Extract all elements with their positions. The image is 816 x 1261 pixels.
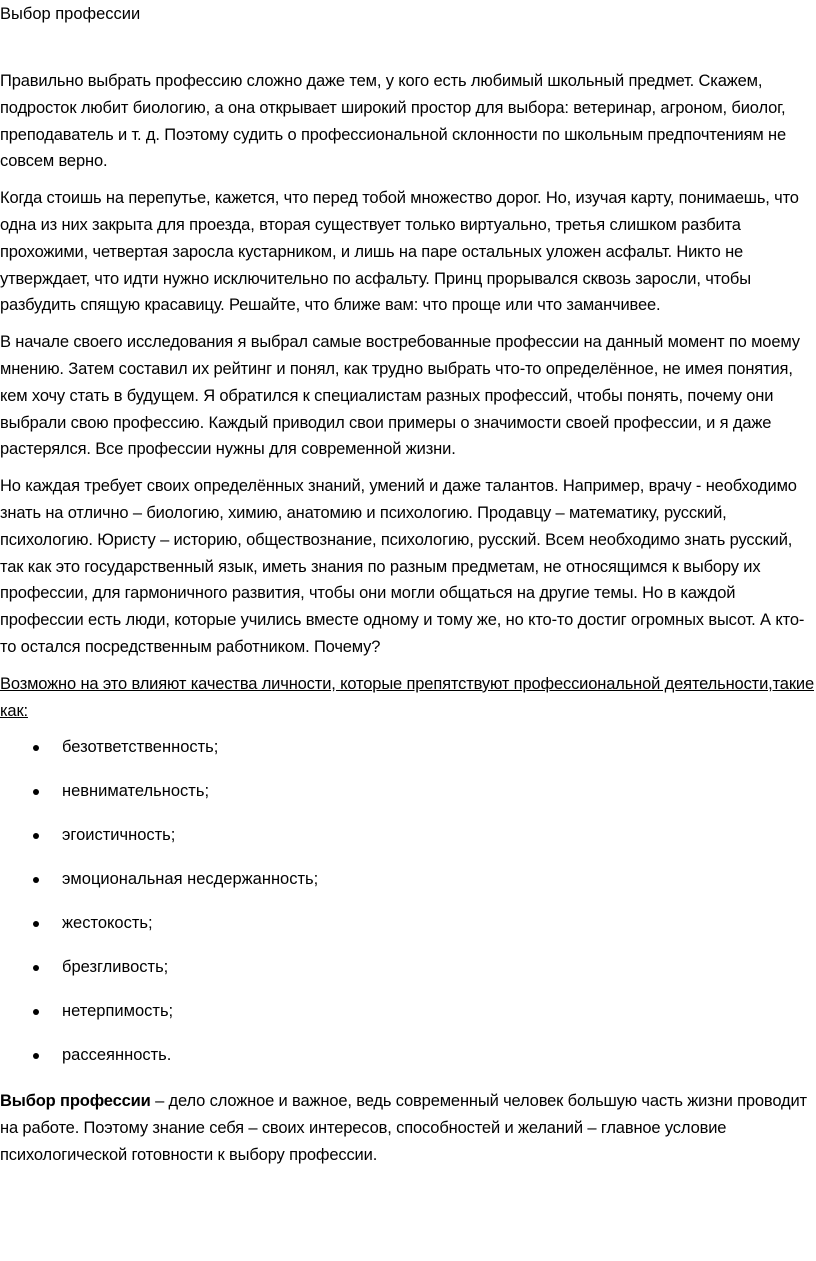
bullet-icon [33,921,39,927]
list-item [0,910,816,954]
list-item [0,778,816,822]
document-title: Выбор профессии [0,5,141,23]
document-body [0,68,816,1169]
paragraph-3: В начале своего исследования я выбрал самые востребованные профессии на данный момент по моему мнению. Затем составил их рейтинг и понял, как трудно выбрать что-то определённое, не имея понятия, кем хочу стать в будущем. Я обратился к специалистам разных профессий, чтобы понять, почему они выбрали свою профессию. Каждый приводил свои примеры о значимости своей профессии, и я даже растерялся. Все профессии нужны для современной жизни. [0,333,800,459]
list-item-text: жестокость; [62,914,153,933]
list-item [0,866,816,910]
paragraph-1: Правильно выбрать профессию сложно даже тем, у кого есть любимый школьный предмет. Скажем, подросток любит биологию, а она открывает широкий простор для выбора: ветеринар, агроном, биолог, преподаватель и т. д. Поэтому судить о профессиональной склонности по школьным предпочтениям не совсем верно. [0,72,786,171]
list-item-text: безответственность; [62,738,219,757]
bullet-icon [33,877,39,883]
list-item-text: эгоистичность; [62,826,176,845]
conclusion-paragraph [0,1088,816,1169]
conclusion-bold-lead: Выбор профессии [0,1092,151,1111]
paragraph-2: Когда стоишь на перепутье, кажется, что перед тобой множество дорог. Но, изучая карту, понимаешь, что одна из них закрыта для проезда, вторая существует только виртуально, третья слишком разбита прохожими, четвертая заросла кустарником, и лишь на паре остальных уложен асфальт. Никто не утверждает, что идти нужно исключительно по асфальту. Принц прорывался сквозь заросли, чтобы разбудить спящую красавицу. Решайте, что ближе вам: что проще или что заманчивее. [0,189,799,315]
list-item [0,954,816,998]
paragraph-4: Но каждая требует своих определённых знаний, умений и даже талантов. Например, врачу - необходимо знать на отлично – биологию, химию, анатомию и психологию. Продавцу – математику, русский, психологию. Юристу – историю, обществознание, психологию, русский. Всем необходимо знать русский, так как это государственный язык, иметь знания по разным предметам, не относящимся к выбору их профессии, для гармоничного развития, чтобы они могли общаться на другие темы. Но в каждой профессии есть люди, которые учились вместе одному и тому же, но кто-то достиг огромных высот. А кто-то остался посредственным работником. Почему? [0,477,805,656]
bullet-icon [33,789,39,795]
list-item [0,1042,816,1086]
bullet-icon [33,1009,39,1015]
list-item-text: эмоциональная несдержанность; [62,870,319,889]
list-intro: Возможно на это влияют качества личности, которые препятствуют профессиональной деятельности,такие как: [0,674,814,720]
list-item-text: нетерпимость; [62,1002,174,1021]
conclusion-text: – дело сложное и важное, ведь современный человек большую часть жизни проводит на работе. Поэтому знание себя – своих интересов, способностей и желаний – главное условие психологической готовности к выбору профессии. [0,1092,807,1165]
list-item-text: рассеянность. [62,1046,172,1065]
list-item [0,998,816,1042]
list-item-text: невнимательность; [62,782,210,801]
bullet-icon [33,965,39,971]
list-item-text: брезгливость; [62,958,169,977]
list-item [0,734,816,778]
qualities-list [0,734,816,1086]
bullet-icon [33,1053,39,1059]
list-item [0,822,816,866]
bullet-icon [33,833,39,839]
bullet-icon [33,745,39,751]
